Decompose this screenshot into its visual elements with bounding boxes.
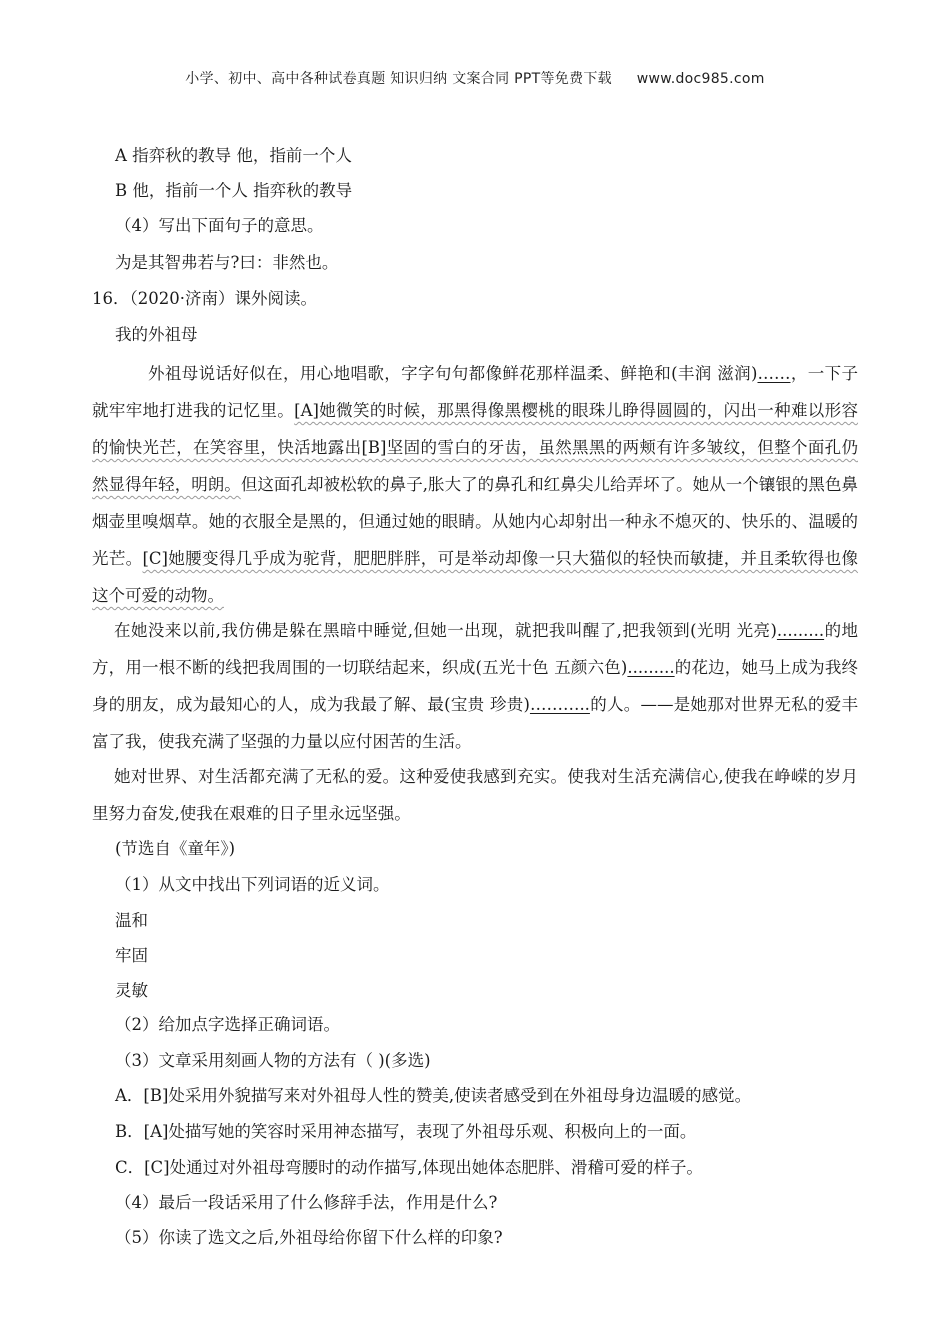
passage-title: 我的外祖母 bbox=[115, 325, 198, 344]
passage-paragraph-2: 在她没来以前,我仿佛是躲在黑暗中睡觉,但她一出现，就把我叫醒了,把我领到(光明 光亮).........的地方，用一根不断的线把我周围的一切联结起来，织成(五光十色 五颜六色).........的花边，她马上成为我终身的朋友，成为最知心的人，成为我最了解、最(宝贵 珍贵)………..的人。——是她那对世界无私的爱丰富了我，使我充满了坚强的力量以应付困苦的生活。 bbox=[92, 621, 859, 751]
passage-paragraph-3: 她对世界、对生活都充满了无私的爱。这种爱使我感到充实。使我对生活充满信心,使我在峥嵘的岁月里努力奋发,使我在艰难的日子里永远坚强。 bbox=[92, 767, 858, 823]
question-source: （2020·济南）课外阅读。 bbox=[129, 289, 317, 308]
option-b: B．[A]处描写她的笑容时采用神态描写，表现了外祖母乐观、积极向上的一面。 bbox=[115, 1122, 697, 1141]
sub-question-5: （5）你读了选文之后,外祖母给你留下什么样的印象? bbox=[115, 1228, 503, 1247]
blank-dots-1: …… bbox=[757, 364, 791, 383]
prev-q4-sentence: 为是其智弗若与?曰：非然也。 bbox=[115, 253, 339, 272]
prev-q4-label: （4）写出下面句子的意思。 bbox=[115, 216, 324, 235]
synonym-word-2: 牢固 bbox=[115, 946, 148, 965]
sub-question-2: （2）给加点字选择正确词语。 bbox=[115, 1015, 340, 1034]
prev-option-b: B 他，指前一个人 指弈秋的教导 bbox=[115, 181, 353, 200]
header-text: 小学、初中、高中各种试卷真题 知识归纳 文案合同 PPT等免费下载 bbox=[185, 71, 612, 87]
excerpt-source: (节选自《童年》) bbox=[115, 839, 236, 858]
question-16-heading bbox=[92, 288, 317, 310]
sub-question-4: （4）最后一段话采用了什么修辞手法，作用是什么? bbox=[115, 1193, 498, 1212]
prev-option-a: A 指弈秋的教导 他，指前一个人 bbox=[115, 146, 352, 165]
passage-paragraph-1: 外祖母说话好似在，用心地唱歌，字字句句都像鲜花那样温柔、鲜艳和(丰润 滋润)……，一下子就牢牢地打进我的记忆里。[A]她微笑的时候，那黑得像黑樱桃的眼珠儿睁得圆圆的，闪出一种难以形容的愉快光芒，在笑容里，快活地露出[B]坚固的雪白的牙齿，虽然黑黑的两颊有许多皱纹，但整个面孔仍然显得年轻，明朗。但这面孔却被松软的鼻子,胀大了的鼻孔和红鼻尖儿给弄坏了。她从一个镶银的黑色鼻烟壶里嗅烟草。她的衣服全是黑的，但通过她的眼睛。从她内心却射出一种永不熄灭的、快乐的、温暖的光芒。[C]她腰变得几乎成为驼背，肥肥胖胖，可是举动却像一只大猫似的轻快而敏捷，并且柔软得也像这个可爱的动物。 bbox=[92, 364, 859, 605]
option-a: A．[B]处采用外貌描写来对外祖母人性的赞美,使读者感受到在外祖母身边温暖的感觉。 bbox=[115, 1086, 752, 1105]
header-url[interactable]: www.doc985.com bbox=[636, 71, 765, 87]
page-header bbox=[0, 68, 950, 88]
blank-dots-3: ......... bbox=[627, 658, 675, 677]
wavy-segment-c: [C]她腰变得几乎成为驼背，肥肥胖胖，可是举动却像一只大猫似的轻快而敏捷，并且柔软得也像这个可爱的动物。 bbox=[92, 549, 859, 605]
blank-dots-4: ……….. bbox=[529, 695, 590, 714]
option-c: C．[C]处通过对外祖母弯腰时的动作描写,体现出她体态肥胖、滑稽可爱的样子。 bbox=[115, 1158, 703, 1177]
question-number: 16． bbox=[92, 289, 130, 308]
wavy-segment-a-b: [A]她微笑的时候，那黑得像黑樱桃的眼珠儿睁得圆圆的，闪出一种难以形容的愉快光芒，在笑容里，快活地露出[B]坚固的雪白的牙齿，虽然黑黑的两颊有许多皱纹，但整个面孔仍然显得年轻，明朗。 bbox=[92, 401, 859, 494]
synonym-word-1: 温和 bbox=[115, 911, 148, 930]
sub-question-1: （1）从文中找出下列词语的近义词。 bbox=[115, 875, 390, 894]
sub-question-3: （3）文章采用刻画人物的方法有（ )(多选) bbox=[115, 1051, 431, 1070]
synonym-word-3: 灵敏 bbox=[115, 981, 148, 1000]
blank-dots-2: ......... bbox=[776, 621, 825, 640]
